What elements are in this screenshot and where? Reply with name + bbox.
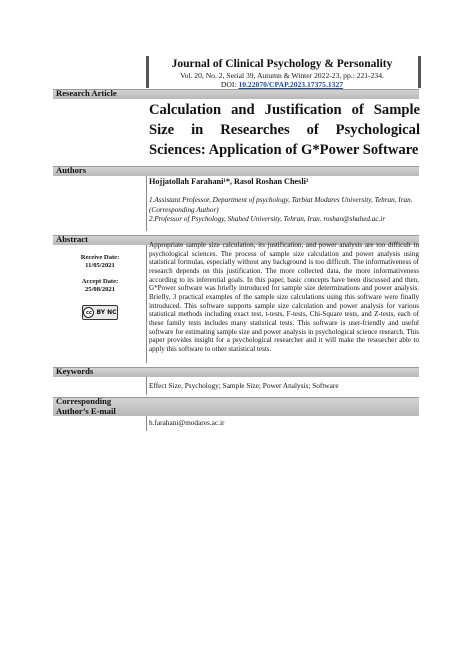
cc-mark: cc: [83, 307, 94, 318]
abstract-label: Abstract: [56, 234, 88, 244]
cc-by-nc-icon[interactable]: [82, 305, 118, 320]
journal-issue-line: Vol. 20, No. 2, Serial 39, Autumn & Winter 2022-23, pp.: 221-234.: [180, 71, 384, 80]
affiliation-1: 1.Assistant Professor, Department of psychology, Tarbiat Modares University, Tehran, Iran. (Corresponding Author): [149, 196, 413, 214]
keywords-divider: [146, 377, 147, 395]
cc-by-label: BY: [96, 309, 106, 316]
accept-date-label: Accept Date:: [81, 278, 119, 285]
author-names: Hojjatollah Farahani¹*, Rasol Roshan Chesli²: [149, 177, 309, 186]
receive-date: [56, 254, 144, 270]
journal-header: [146, 56, 418, 91]
article-title: Calculation and Justification of Sample Size in Researches of Psychological Sciences: Application of G*Power Software: [149, 102, 420, 158]
authors-label: Authors: [56, 165, 87, 175]
authors-band: [53, 166, 419, 176]
accept-date-value: 25/08/2021: [84, 286, 116, 293]
affiliation-2: 2.Professor of Psychology, Shahed University, Tehran, Iran. roshan@shahed.ac.ir: [149, 215, 386, 223]
abstract-divider: [146, 245, 147, 363]
receive-date-value: 11/05/2021: [85, 262, 115, 269]
corresponding-label: [56, 396, 116, 416]
keywords-text: Effect Size, Psychology; Sample Size; Power Analysis; Software: [149, 381, 339, 390]
doi-prefix: DOI:: [220, 80, 239, 89]
email-divider: [146, 416, 147, 431]
journal-title: Journal of Clinical Psychology & Personality: [171, 58, 393, 70]
abstract-text: Appropriate sample size calculation, its justification, and power analysis are too difficult in psychological sciences. The process of sample size calculation and power analysis using statistical formulas, especially without any background is too difficult. The informativeness of research depends on this justification. The more collected data, the more informativeness according to its inferential goals. In this paper, basic concepts have been discussed and then, G*Power software was briefly introduced for sample size determinations and power analysis. Briefly, 3 practical examples of the sample size calculations using this software were finally introduced. This software supports sample size calculation and power analysis for various statistical methods including exact test, t-tests, F-tests, Chi-Square tests, and Z-tests, each of these family tests includes many statistical tests. This software is user-friendly and useful software for estimating sample size and power analysis in psychological science research. This paper provides insight for a psychological researcher and it will make the researcher able to apply this software to other statistical tests.: [149, 241, 419, 353]
corresponding-label-line2: Author’s E-mail: [56, 406, 116, 416]
keywords-band: [53, 367, 419, 377]
journal-doi-line: [146, 80, 418, 89]
research-article-label: Research Article: [56, 88, 117, 98]
accept-date: [56, 278, 144, 294]
cc-nc-label: NC: [107, 309, 117, 316]
corresponding-label-line1: Corresponding: [56, 396, 112, 406]
header-right-rule: [418, 56, 421, 88]
authors-divider: [146, 176, 147, 231]
keywords-label: Keywords: [56, 366, 94, 376]
doi-link[interactable]: 10.22070/CPAP.2023.17375.1327: [238, 80, 344, 89]
author-email[interactable]: h.farahani@modares.ac.ir: [149, 418, 225, 427]
receive-date-label: Receive Date:: [80, 254, 120, 261]
